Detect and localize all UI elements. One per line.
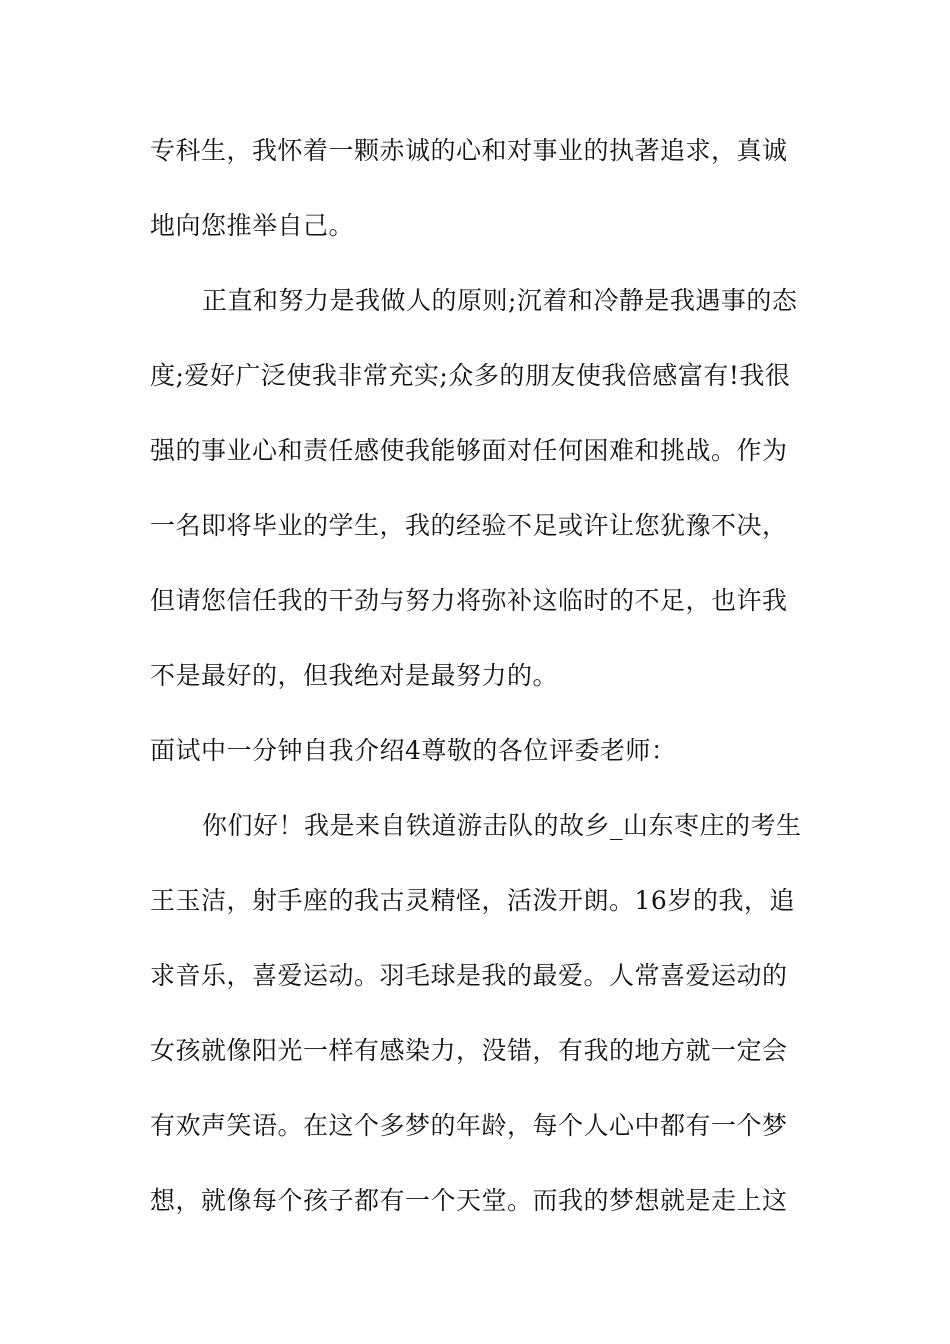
text-line: 度;爱好广泛使我非常充实;众多的朋友使我倍感富有!我很 [150,361,791,390]
text-line: 正直和努力是我做人的原则;沉着和冷静是我遇事的态 [202,286,798,315]
text-line: 你们好！我是来自铁道游击队的故乡_山东枣庄的考生 [202,811,802,840]
text-line: 女孩就像阳光一样有感染力，没错，有我的地方就一定会 [150,1036,788,1065]
text-line: 强的事业心和责任感使我能够面对任何困难和挑战。作为 [150,436,788,465]
text-line: 求音乐，喜爱运动。羽毛球是我的最爱。人常喜爱运动的 [150,961,788,990]
text-line: 专科生，我怀着一颗赤诚的心和对事业的执著追求，真诚 [150,136,788,165]
section-heading: 面试中一分钟自我介绍4尊敬的各位评委老师： [150,736,677,765]
text-line: 想，就像每个孩子都有一个天堂。而我的梦想就是走上这 [150,1186,788,1215]
document-body [150,128,810,1253]
text-line: 地向您推举自己。 [150,211,355,240]
text-line: 王玉洁，射手座的我古灵精怪，活泼开朗。16岁的我，追 [150,886,795,915]
text-line: 有欢声笑语。在这个多梦的年龄，每个人心中都有一个梦 [150,1111,788,1140]
text-line: 一名即将毕业的学生，我的经验不足或许让您犹豫不决， [150,511,788,540]
text-line: 不是最好的，但我绝对是最努力的。 [150,661,559,690]
text-line: 但请您信任我的干劲与努力将弥补这临时的不足，也许我 [150,586,788,615]
